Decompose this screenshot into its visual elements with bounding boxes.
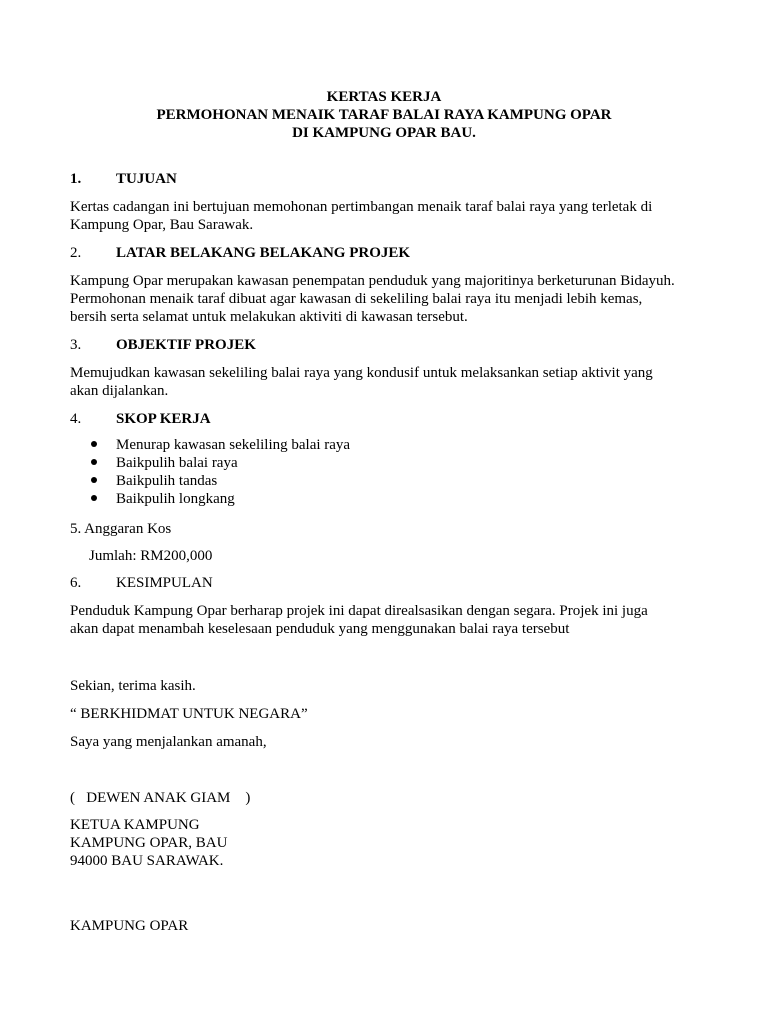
- section-1-body-line: Kampung Opar, Bau Sarawak.: [70, 217, 254, 233]
- cost-total: Jumlah: RM200,000: [89, 548, 213, 564]
- bullet-icon: [91, 459, 97, 465]
- signatory-role: KETUA KAMPUNG: [70, 817, 200, 833]
- scope-list-item: Baikpulih longkang: [116, 491, 235, 507]
- scope-list-item: Baikpulih balai raya: [116, 455, 238, 471]
- section-2-body-line: bersih serta selamat untuk melakukan aktiviti di kawasan tersebut.: [70, 309, 468, 325]
- footer-text: KAMPUNG OPAR: [70, 918, 189, 934]
- section-1-number: 1.: [70, 171, 82, 187]
- document-location: DI KAMPUNG OPAR BAU.: [292, 125, 476, 141]
- section-3-heading: OBJEKTIF PROJEK: [116, 337, 256, 353]
- section-1-heading: TUJUAN: [116, 171, 177, 187]
- section-2-number: 2.: [70, 245, 82, 261]
- section-6-heading: KESIMPULAN: [116, 575, 213, 591]
- bullet-icon: [91, 441, 97, 447]
- bullet-icon: [91, 477, 97, 483]
- signatory-address-line: KAMPUNG OPAR, BAU: [70, 835, 228, 851]
- section-3-body-line: akan dijalankan.: [70, 383, 169, 399]
- section-3-number: 3.: [70, 337, 82, 353]
- section-6-body-line: akan dapat menambah keselesaan penduduk yang menggunakan balai raya tersebut: [70, 621, 570, 637]
- section-3-body-line: Memujudkan kawasan sekeliling balai raya yang kondusif untuk melaksankan setiap aktivit yang: [70, 365, 653, 381]
- closing-thanks: Sekian, terima kasih.: [70, 678, 196, 694]
- scope-list-item: Menurap kawasan sekeliling balai raya: [116, 437, 351, 453]
- document-subtitle: PERMOHONAN MENAIK TARAF BALAI RAYA KAMPUNG OPAR: [156, 107, 612, 123]
- section-2-body-line: Permohonan menaik taraf dibuat agar kawasan di sekeliling balai raya itu menjadi lebih kemas,: [70, 291, 643, 307]
- closing-motto: “ BERKHIDMAT UNTUK NEGARA”: [70, 706, 308, 722]
- section-4-number: 4.: [70, 411, 82, 427]
- signatory-address-line: 94000 BAU SARAWAK.: [70, 853, 224, 869]
- section-4-heading: SKOP KERJA: [116, 411, 211, 427]
- closing-trust: Saya yang menjalankan amanah,: [70, 734, 267, 750]
- section-6-body-line: Penduduk Kampung Opar berharap projek ini dapat direalsasikan dengan segara. Projek ini juga: [70, 603, 648, 619]
- section-1-body-line: Kertas cadangan ini bertujuan memohonan pertimbangan menaik taraf balai raya yang terletak di: [70, 199, 653, 215]
- section-2-heading: LATAR BELAKANG BELAKANG PROJEK: [116, 245, 411, 261]
- document-title: KERTAS KERJA: [326, 89, 442, 105]
- bullet-icon: [91, 495, 97, 501]
- section-2-body-line: Kampung Opar merupakan kawasan penempatan penduduk yang majoritinya berketurunan Bidayuh.: [70, 273, 675, 289]
- section-6-number: 6.: [70, 575, 82, 591]
- signatory-name: ( DEWEN ANAK GIAM ): [70, 790, 251, 806]
- section-5-heading: 5. Anggaran Kos: [70, 521, 172, 537]
- scope-list-item: Baikpulih tandas: [116, 473, 218, 489]
